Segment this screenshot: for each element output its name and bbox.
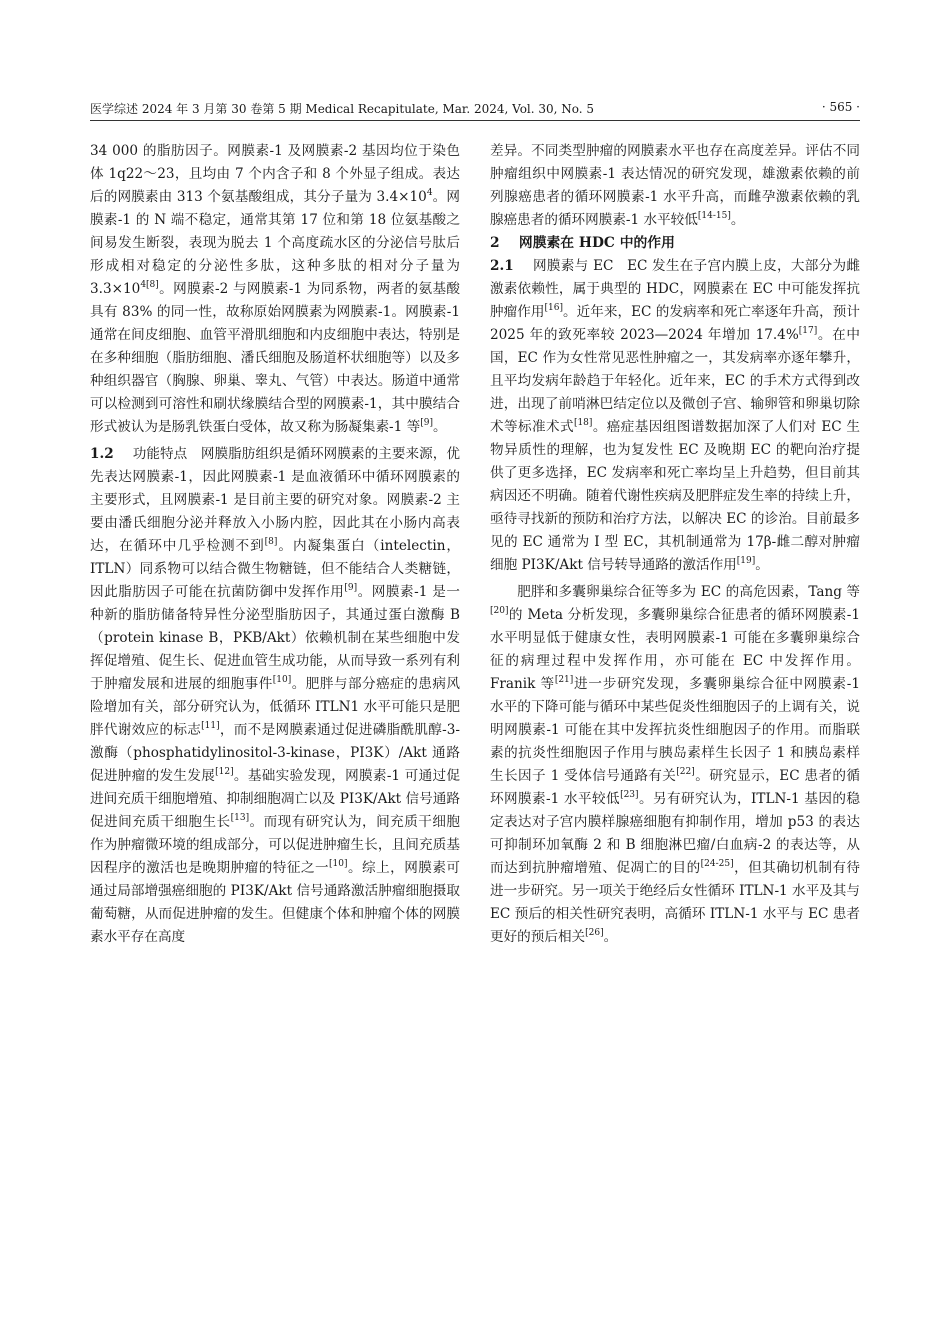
citation-ref: [12] [215,767,234,777]
left-column [90,140,460,949]
page-number: · 565 · [821,100,860,114]
text-span: 。另有研究认为，ITLN-1 基因的稳定表达对子宫内膜样腺癌细胞有抑制作用，增加 p53 的表达可抑制环加氧酶 2 和 B 细胞淋巴瘤/白血病-2 的表达等，从而达到抗肿瘤增殖、促凋亡的目的 [490,791,861,876]
citation-ref: [21] [554,675,574,685]
text-span: 。 [432,419,447,435]
text-span: 。而现有研究认为，间充质干细胞作为肿瘤微环境的组成部分，可以促进肿瘤生长，且间充质基因程序的激活也是晚期肿瘤的特征之一 [90,814,461,876]
text-span: 。网膜素-2 与网膜素-1 为同系物，两者的氨基酸具有 83% 的同一性，故称原始网膜素为网膜素-1。网膜素-1 通常在间皮细胞、血管平滑肌细胞和内皮细胞中表达，特别是在多种细胞（脂肪细胞、潘氏细胞及肠道杯状细胞等）以及多种组织器官（胸腺、卵巢、睾丸、气管）中表达。肠道中通常可以检测到可溶性和刷状缘膜结合型的网膜素-1，其中膜结合形式被认为是肠乳铁蛋白受体，故又称为肠凝集素-1 等 [90,281,460,435]
text-span: 。研究显示，EC 患者的循环网膜素-1 水平较低 [490,768,860,807]
citation-ref: [8] [264,537,278,547]
text-span: 。内凝集蛋白（intelectin，ITLN）同系物可以结合微生物糖链，但不能结合人类糖链，因此脂肪因子可能在抗菌防御中发挥作用 [90,538,461,600]
text-span: 肥胖和多囊卵巢综合征等多为 EC 的高危因素，Tang 等 [517,584,860,600]
paragraph-tumor-differences [490,140,860,232]
citation-ref: [19] [736,556,756,566]
superscript: 4 [426,188,433,198]
citation-ref: [10] [329,859,348,869]
text-span: 。综上，网膜素可通过局部增强癌细胞的 PI3K/Akt 信号通路激活肿瘤细胞摄取葡萄糖，从而促进肿瘤的发生。但健康个体和肿瘤个体的网膜素水平存在高度 [90,860,461,945]
paragraph-pcos-ec [490,581,860,949]
citation-ref: [8] [146,280,159,290]
section-number: 2 [490,235,500,251]
text-span: 。 [755,557,769,573]
text-span: EC 发生在子宫内膜上皮，大部分为雌激素依赖性，属于典型的 HDC，网膜素在 EC 中可能发挥抗肿瘤作用 [490,258,860,320]
text-span: ，而不是网膜素通过促进磷脂酰肌醇-3-激酶（phosphatidylinositol-3-kinase，PI3K）/Akt 通路促进肿瘤的发生发展 [90,722,460,784]
citation-ref: [13] [230,813,250,823]
subsection-number: 1.2 [90,446,114,462]
running-header [90,98,860,121]
paragraph-function-characteristics [90,443,460,949]
text-span: 。近年来，EC 的发病率和死亡率逐年升高，预计 2025 年的致死率较 2023—2024 年增加 17.4% [490,304,860,343]
paragraph-omentin-structure [90,140,460,439]
text-span: 的 Meta 分析发现，多囊卵巢综合征患者的循环网膜素-1 水平明显低于健康女性，表明网膜素-1 可能在多囊卵巢综合征的病理过程中发挥作用，亦可能在 EC 中发挥作用。Franik 等 [490,607,860,692]
text-span: 。肥胖与部分癌症的患病风险增加有关，部分研究认为，低循环 ITLN1 水平可能只是肥胖代谢效应的标志 [90,676,461,738]
text-span: 。在中国，EC 作为女性常见恶性肿瘤之一，其发病率亦逐年攀升，且平均发病年龄趋于年轻化。近年来，EC 的手术方式得到改进，出现了前哨淋巴结定位以及微创子宫、输卵管和卵巢切除术等标准术式 [490,327,860,435]
section-heading [490,232,860,255]
citation-ref: [26] [585,928,604,938]
citation-ref: [9] [420,418,433,428]
citation-ref: [23] [620,790,639,800]
text-span: 。癌症基因组图谱数据加深了人们对 EC 生物异质性的理解，也为复发性 EC 及晚期 EC 的靶向治疗提供了更多选择，EC 发病率和死亡率均呈上升趋势，但目前其病因还不明确。随着代谢性疾病及肥胖症发生率的持续上升，亟待寻找新的预防和治疗方法，以解决 EC 的诊治。目前最多见的 EC 通常为 Ⅰ 型 EC，其机制通常为 17β-雌二醇对肿瘤细胞 PI3K/Akt 信号转导通路的激活作用 [490,419,860,573]
citation-ref: [11] [201,721,220,731]
citation-ref: [16] [544,303,563,313]
right-column [490,140,860,949]
citation-ref: [22] [676,767,695,777]
text-span: 。网膜素-1 的 N 端不稳定，通常其第 17 位和第 18 位氨基酸之间易发生断裂，表现为脱去 1 个高度疏水区的分泌信号肽后形成相对稳定的分泌性多肽，这种多肽的相对分子量为 3.3×10 [90,189,461,297]
subsection-title: 功能特点 [132,446,188,462]
text-span: 34 000 的脂肪因子。网膜素-1 及网膜素-2 基因均位于染色体 1q22～23，且均由 7 个内含子和 8 个外显子组成。表达后的网膜素由 313 个氨基酸组成，其分子量为 3.4×10 [90,143,460,205]
text-span: ，但其确切机制有待进一步研究。另一项关于绝经后女性循环 ITLN-1 水平及其与 EC 预后的相关性研究表明，高循环 ITLN-1 水平与 EC 患者更好的预后相关 [490,860,861,945]
citation-ref: [18] [573,418,593,428]
citation-ref: [20] [490,606,509,616]
section-title: 网膜素在 HDC 中的作用 [518,235,675,251]
paragraph-omentin-ec [490,255,860,577]
citation-ref: [14-15] [697,211,731,221]
citation-ref: [24-25] [700,859,734,869]
citation-ref: [9] [344,583,358,593]
subsection-number: 2.1 [490,258,514,274]
superscript: 4 [140,280,147,290]
citation-ref: [17] [798,326,818,336]
text-span: 进一步研究发现，多囊卵巢综合征中网膜素-1 水平的下降可能与循环中某些促炎性细胞因子的上调有关，说明网膜素-1 可能在其中发挥抗炎性细胞因子的作用。而脂联素的抗炎性细胞因子作用与胰岛素样生长因子 1 和胰岛素样生长因子 1 受体信号通路有关 [490,676,860,784]
text-span: 。 [730,212,745,228]
text-span: 差异。不同类型肿瘤的网膜素水平也存在高度差异。评估不同肿瘤组织中网膜素-1 表达情况的研究发现，雄激素依赖的前列腺癌患者的循环网膜素-1 水平升高，而雌孕激素依赖的乳腺癌患者的循环网膜素-1 水平较低 [490,143,860,228]
text-span: 。网膜素-1 是一种新的脂肪储备特异性分泌型脂肪因子，其通过蛋白激酶 B（protein kinase B，PKB/Akt）依赖机制在某些细胞中发挥促增殖、促生长、促进血管生成功能，从而导致一系列有利于肿瘤发展和进展的细胞事件 [90,584,460,692]
text-span: 。基础实验发现，网膜素-1 可通过促进间充质干细胞增殖、抑制细胞凋亡以及 PI3K/Akt 信号通路促进间充质干细胞生长 [90,768,461,830]
journal-citation: 医学综述 2024 年 3 月第 30 卷第 5 期 Medical Recapitulate, Mar. 2024, Vol. 30, No. 5 [90,102,595,116]
text-span: 。 [603,929,618,945]
subsection-title: 网膜素与 EC [532,258,614,274]
text-span: 网膜脂肪组织是循环网膜素的主要来源，优先表达网膜素-1，因此网膜素-1 是血液循环中循环网膜素的主要形式，且网膜素-1 是目前主要的研究对象。网膜素-2 主要由潘氏细胞分泌并释放入小肠内腔，因此其在小肠内高表达，在循环中几乎检测不到 [90,446,461,554]
citation-ref: [10] [272,675,292,685]
